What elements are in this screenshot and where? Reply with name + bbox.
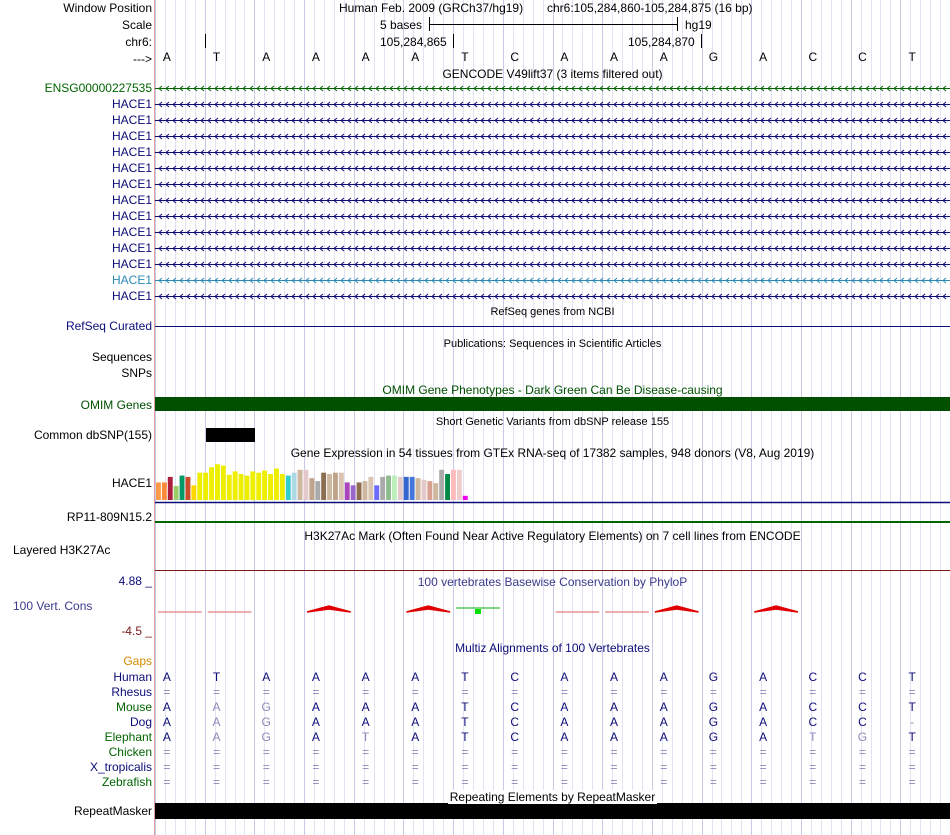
alignment-base: = <box>312 685 320 699</box>
species-label[interactable]: Dog <box>129 715 152 729</box>
window-position-label: Window Position <box>63 1 152 15</box>
gtex-tissue-bar[interactable] <box>433 483 438 500</box>
alignment-base: = <box>262 745 270 759</box>
dbsnp-variant[interactable] <box>206 428 255 442</box>
alignment-base: = <box>163 775 171 789</box>
gtex-tissue-bar[interactable] <box>416 478 421 500</box>
gencode-transcript[interactable] <box>155 150 950 155</box>
gencode-transcript[interactable] <box>155 102 950 107</box>
alignment-base: = <box>213 685 221 699</box>
scale-label: Scale <box>121 18 152 32</box>
gtex-tissue-bar[interactable] <box>174 486 179 500</box>
alignment-base: A <box>361 700 370 714</box>
alignment-base: = <box>511 760 519 774</box>
alignment-base: = <box>312 775 320 789</box>
gtex-tissue-bar[interactable] <box>380 477 385 500</box>
alignment-base: A <box>659 670 668 684</box>
alignment-base: = <box>461 760 469 774</box>
gtex-tissue-bar[interactable] <box>250 471 255 500</box>
gtex-tissue-bar[interactable] <box>256 473 261 500</box>
gtex-tissue-bar[interactable] <box>239 474 244 500</box>
alignment-base: A <box>212 730 221 744</box>
gtex-tissue-bar[interactable] <box>404 477 409 500</box>
base-letter: G <box>708 50 719 64</box>
alignment-base: = <box>709 775 717 789</box>
alignment-base: C <box>510 700 519 714</box>
base-letter: A <box>361 50 370 64</box>
alignment-base: A <box>162 730 171 744</box>
gtex-tissue-bar[interactable] <box>357 482 362 500</box>
gtex-tissue-bar[interactable] <box>262 471 267 500</box>
alignment-base: = <box>163 745 171 759</box>
gtex-tissue-bar[interactable] <box>363 481 368 500</box>
alignment-base: A <box>411 730 420 744</box>
scale-text: 5 bases <box>380 18 423 32</box>
gtex-tissue-bar[interactable] <box>233 471 238 500</box>
alignment-base: A <box>162 700 171 714</box>
alignment-base: = <box>213 745 221 759</box>
alignment-base: A <box>411 670 420 684</box>
gtex-tissue-bar[interactable] <box>333 473 338 500</box>
phylop-peak[interactable] <box>655 606 699 612</box>
gencode-transcript[interactable] <box>155 294 950 299</box>
base-letter: A <box>610 50 619 64</box>
alignment-base: A <box>759 700 768 714</box>
alignment-base: = <box>511 685 519 699</box>
alignment-base: G <box>708 670 719 684</box>
alignment-base: C <box>510 670 519 684</box>
alignment-base: A <box>411 700 420 714</box>
alignment-base: = <box>312 760 320 774</box>
alignment-base: A <box>411 715 420 729</box>
alignment-base: = <box>610 745 618 759</box>
gencode-transcript[interactable] <box>155 118 950 123</box>
alignment-base: G <box>261 715 271 729</box>
gtex-title: Gene Expression in 54 tissues from GTEx RNA-seq of 17382 samples, 948 donors (V8, Aug 2019) <box>290 446 815 460</box>
gtex-tissue-bar[interactable] <box>386 476 391 500</box>
gtex-tissue-bar[interactable] <box>351 485 356 500</box>
alignment-base: A <box>212 700 221 714</box>
base-letter: T <box>908 50 916 64</box>
gtex-tissue-bar[interactable] <box>286 476 291 500</box>
alignment-base: C <box>858 670 867 684</box>
alignment-base: A <box>759 715 768 729</box>
gtex-tissue-bar[interactable] <box>439 470 444 500</box>
alignment-base: C <box>808 700 818 714</box>
alignment-base: = <box>908 775 916 789</box>
alignment-base: = <box>560 685 568 699</box>
alignment-base: = <box>262 775 270 789</box>
gencode-features[interactable] <box>155 80 950 320</box>
species-label[interactable]: X_tropicalis <box>89 760 152 774</box>
base-letter: A <box>411 50 420 64</box>
gtex-tissue-bar[interactable] <box>410 477 415 500</box>
h3k27ac-baseline <box>155 570 950 571</box>
alignment-base: = <box>411 745 419 759</box>
alignment-base: = <box>858 685 866 699</box>
gencode-item-label[interactable]: HACE1 <box>111 257 152 271</box>
repeatmasker-title <box>155 790 950 804</box>
gtex-tissue-bar[interactable] <box>374 485 379 500</box>
alignment-base: C <box>808 715 818 729</box>
gtex-tissue-bar[interactable] <box>327 474 332 500</box>
gtex-tissue-bar[interactable] <box>315 481 320 500</box>
alignment-base: A <box>610 715 619 729</box>
gencode-transcript[interactable] <box>155 246 950 251</box>
alignment-base: A <box>659 700 668 714</box>
alignment-base: A <box>560 715 569 729</box>
alignment-base: = <box>213 760 221 774</box>
alignment-base: T <box>361 730 370 744</box>
alignment-base: T <box>908 670 916 684</box>
alignment-base: = <box>362 760 370 774</box>
alignment-base: A <box>162 715 171 729</box>
alignment-base: A <box>659 730 668 744</box>
alignment-base: = <box>560 745 568 759</box>
alignment-base: - <box>910 715 915 729</box>
species-label[interactable]: Mouse <box>115 700 152 714</box>
alignment-base: = <box>362 685 370 699</box>
alignment-base: = <box>511 745 519 759</box>
species-label[interactable]: Rhesus <box>111 685 152 699</box>
assembly-text: Human Feb. 2009 (GRCh37/hg19) <box>339 1 524 15</box>
gtex-tissue-bar[interactable] <box>298 470 303 500</box>
alignment-base: = <box>759 775 767 789</box>
gencode-item-label[interactable]: HACE1 <box>111 193 152 207</box>
alignment-base: = <box>709 760 717 774</box>
species-label[interactable]: Human <box>113 670 152 684</box>
species-label[interactable]: Zebrafish <box>101 775 152 789</box>
gtex-tissue-bar[interactable] <box>191 485 196 500</box>
snps-label[interactable]: SNPs <box>121 366 152 380</box>
gencode-item-label[interactable]: ENSG00000227535 <box>44 81 152 95</box>
alignment-base: G <box>708 700 719 714</box>
phylop-peak[interactable] <box>307 606 351 612</box>
alignment-base: A <box>759 730 768 744</box>
alignment-base: C <box>858 700 867 714</box>
publications-title: Publications: Sequences in Scientific Articles <box>443 338 662 350</box>
gtex-tissue-bar[interactable] <box>186 477 191 500</box>
alignment-base: A <box>610 730 619 744</box>
base-letter: C <box>510 50 519 64</box>
gtex-bar-chart[interactable] <box>155 450 950 510</box>
gtex-tissue-bar[interactable] <box>427 481 432 500</box>
gtex-tissue-bar[interactable] <box>268 474 273 500</box>
alignment-base: = <box>213 775 221 789</box>
db-text: hg19 <box>685 18 712 32</box>
gtex-tissue-bar[interactable] <box>197 473 202 500</box>
omim-feature[interactable] <box>155 397 950 411</box>
rp11-feature[interactable] <box>155 521 950 523</box>
alignment-base: = <box>809 760 817 774</box>
alignment-base: A <box>162 670 171 684</box>
alignment-base: = <box>759 745 767 759</box>
alignment-base: T <box>461 700 469 714</box>
gencode-transcript[interactable] <box>155 262 950 267</box>
alignment-base: A <box>311 700 320 714</box>
alignment-base: G <box>261 730 271 744</box>
alignment-base: C <box>510 730 519 744</box>
phylop-title: 100 vertebrates Basewise Conservation by PhyloP <box>417 575 688 589</box>
phylop-peak[interactable] <box>406 606 450 612</box>
gtex-tissue-bar[interactable] <box>451 470 456 500</box>
repeatmasker-title-text: Repeating Elements by RepeatMasker <box>449 790 656 804</box>
alignment-base: = <box>362 745 370 759</box>
sequences-label[interactable]: Sequences <box>91 350 152 364</box>
alignment-base: T <box>908 700 916 714</box>
gtex-tissue-bar[interactable] <box>309 478 314 500</box>
alignment-base: = <box>858 745 866 759</box>
track-labels <box>0 0 154 835</box>
gencode-transcript[interactable] <box>155 278 950 283</box>
alignment-base: = <box>660 760 668 774</box>
gtex-tissue-bar[interactable] <box>274 469 279 501</box>
gtex-tissue-bar[interactable] <box>457 470 462 500</box>
alignment-base: T <box>461 670 469 684</box>
gtex-hace1-label[interactable]: HACE1 <box>111 476 152 490</box>
gencode-item-label[interactable]: HACE1 <box>111 273 152 287</box>
gencode-title: GENCODE V49lift37 (3 items filtered out) <box>442 67 663 81</box>
alignment-base: T <box>461 730 469 744</box>
gencode-transcript[interactable] <box>155 198 950 203</box>
gtex-tissue-bar[interactable] <box>227 475 232 500</box>
alignment-base: = <box>362 775 370 789</box>
alignment-base: C <box>858 715 867 729</box>
position-text: chr6:105,284,860-105,284,875 (16 bp) <box>547 1 753 15</box>
strand-label: ---> <box>133 52 152 66</box>
alignment-base: = <box>511 775 519 789</box>
gtex-tissue-bar[interactable] <box>162 482 167 500</box>
alignment-base: = <box>809 775 817 789</box>
alignment-base: = <box>262 685 270 699</box>
alignment-base: = <box>709 685 717 699</box>
alignment-base: A <box>610 670 619 684</box>
alignment-base: = <box>411 760 419 774</box>
alignment-base: = <box>908 745 916 759</box>
gtex-tissue-bar[interactable] <box>209 467 214 500</box>
alignment-base: = <box>610 685 618 699</box>
alignment-base: = <box>560 775 568 789</box>
alignment-base: = <box>858 775 866 789</box>
gencode-item-label[interactable]: HACE1 <box>111 177 152 191</box>
gtex-tissue-bar[interactable] <box>203 473 208 500</box>
gtex-tissue-bar[interactable] <box>280 474 285 500</box>
gtex-tissue-bar[interactable] <box>463 496 468 500</box>
chrom-label: chr6: <box>125 35 152 49</box>
alignment-base: = <box>312 745 320 759</box>
refseq-feature[interactable] <box>155 326 950 327</box>
gencode-transcript[interactable] <box>155 230 950 235</box>
alignment-base: = <box>610 760 618 774</box>
alignment-base: A <box>361 715 370 729</box>
base-letter: A <box>162 50 171 64</box>
gtex-tissue-bar[interactable] <box>422 480 427 500</box>
gencode-item-label[interactable]: HACE1 <box>111 97 152 111</box>
gencode-transcript[interactable] <box>155 134 950 139</box>
alignment-base: G <box>857 730 868 744</box>
gencode-transcript[interactable] <box>155 86 950 91</box>
species-label[interactable]: Elephant <box>104 730 152 744</box>
phylop-marker[interactable] <box>475 609 481 614</box>
alignment-base: = <box>461 775 469 789</box>
alignment-base: = <box>809 685 817 699</box>
ruler-tick <box>205 34 206 48</box>
alignment-base: = <box>560 760 568 774</box>
refseq-title: RefSeq genes from NCBI <box>490 306 615 318</box>
alignment-base: A <box>262 670 271 684</box>
repeatmasker-label[interactable]: RepeatMasker <box>73 804 152 818</box>
gtex-tissue-bar[interactable] <box>398 477 403 500</box>
h3k27ac-title: H3K27Ac Mark (Often Found Near Active Regulatory Elements) on 7 cell lines from ENCODE <box>304 529 801 543</box>
alignment-base: = <box>660 745 668 759</box>
gencode-item-label[interactable]: HACE1 <box>111 161 152 175</box>
alignment-base: = <box>163 760 171 774</box>
base-letter: A <box>262 50 271 64</box>
alignment-base: T <box>809 730 817 744</box>
gencode-item-label[interactable]: HACE1 <box>111 289 152 303</box>
alignment-base: = <box>908 760 916 774</box>
alignment-base: G <box>708 730 719 744</box>
alignment-base: = <box>411 685 419 699</box>
rp11-label[interactable]: RP11-809N15.2 <box>66 510 152 524</box>
alignment-base: C <box>510 715 519 729</box>
gtex-tissue-bar[interactable] <box>445 474 450 500</box>
gencode-transcript[interactable] <box>155 166 950 171</box>
gencode-item-label[interactable]: HACE1 <box>111 225 152 239</box>
multiz-title: Multiz Alignments of 100 Vertebrates <box>455 641 650 655</box>
alignment-base: = <box>461 685 469 699</box>
alignment-base: A <box>759 670 768 684</box>
phylop-max-label: 4.88 _ <box>118 574 152 588</box>
alignment-base: A <box>311 730 320 744</box>
gtex-tissue-bar[interactable] <box>304 470 309 500</box>
base-letter: T <box>461 50 469 64</box>
alignment-base: A <box>659 715 668 729</box>
alignment-base: C <box>808 670 818 684</box>
gencode-transcript[interactable] <box>155 182 950 187</box>
refseq-curated-label[interactable]: RefSeq Curated <box>65 319 152 333</box>
alignment-base: T <box>908 730 916 744</box>
gencode-item-label[interactable]: HACE1 <box>111 209 152 223</box>
alignment-base: = <box>411 775 419 789</box>
gencode-item-label[interactable]: HACE1 <box>111 241 152 255</box>
coord-1: 105,284,865 <box>380 35 447 49</box>
gtex-tissue-bar[interactable] <box>221 466 226 500</box>
phylop-min-label: -4.5 _ <box>121 624 152 638</box>
alignment-base: = <box>809 745 817 759</box>
gtex-tissue-bar[interactable] <box>215 464 220 500</box>
alignment-base: = <box>858 760 866 774</box>
gencode-item-label[interactable]: HACE1 <box>111 129 152 143</box>
coord-2: 105,284,870 <box>628 35 695 49</box>
omim-genes-label[interactable]: OMIM Genes <box>80 398 152 412</box>
alignment-base: = <box>759 685 767 699</box>
gtex-tissue-bar[interactable] <box>168 477 173 500</box>
base-letter: A <box>560 50 569 64</box>
gtex-tissue-bar[interactable] <box>180 476 185 500</box>
alignment-base: = <box>908 685 916 699</box>
gaps-label: Gaps <box>123 654 152 668</box>
base-letter: A <box>659 50 668 64</box>
species-label[interactable]: Chicken <box>108 745 152 759</box>
phylop-peak[interactable] <box>754 606 798 612</box>
alignment-base: = <box>262 760 270 774</box>
alignment-base: T <box>212 670 221 684</box>
alignment-base: A <box>361 670 370 684</box>
alignment-base: = <box>461 745 469 759</box>
alignment-base: A <box>610 700 619 714</box>
alignment-base: = <box>610 775 618 789</box>
ruler-tick <box>701 34 702 48</box>
base-letter: A <box>311 50 320 64</box>
gencode-transcript[interactable] <box>155 214 950 219</box>
scale-bar <box>429 17 678 31</box>
alignment-base: A <box>311 715 320 729</box>
alignment-base: A <box>560 700 569 714</box>
base-letter: A <box>759 50 768 64</box>
alignment-base: T <box>461 715 469 729</box>
base-letter: C <box>808 50 818 64</box>
gtex-tissue-bar[interactable] <box>321 473 326 500</box>
common-dbsnp-label[interactable]: Common dbSNP(155) <box>33 428 152 442</box>
gtex-tissue-bar[interactable] <box>156 482 161 500</box>
base-letter: C <box>858 50 867 64</box>
gtex-tissue-bar[interactable] <box>245 476 250 500</box>
alignment-base: G <box>708 715 719 729</box>
layered-h3k27ac-label[interactable]: Layered H3K27Ac <box>13 543 111 557</box>
alignment-base: = <box>660 775 668 789</box>
alignment-base: A <box>212 715 221 729</box>
alignment-base: G <box>261 700 271 714</box>
track-area[interactable] <box>155 0 950 835</box>
alignment-base: = <box>660 685 668 699</box>
gencode-item-label[interactable]: HACE1 <box>111 145 152 159</box>
gtex-tissue-bar[interactable] <box>292 473 297 500</box>
alignment-base: = <box>163 685 171 699</box>
ruler-tick <box>453 34 454 48</box>
alignment-base: A <box>311 670 320 684</box>
alignment-base: A <box>560 730 569 744</box>
gtex-tissue-bar[interactable] <box>345 482 350 500</box>
alignment-base: A <box>560 670 569 684</box>
dbsnp-title: Short Genetic Variants from dbSNP release 155 <box>435 416 670 428</box>
gencode-item-label[interactable]: HACE1 <box>111 113 152 127</box>
alignment-base: = <box>759 760 767 774</box>
base-letter: T <box>212 50 221 64</box>
repeatmasker-feature[interactable] <box>155 803 950 819</box>
gtex-tissue-bar[interactable] <box>368 477 373 500</box>
omim-title: OMIM Gene Phenotypes - Dark Green Can Be Disease-causing <box>382 383 723 397</box>
alignment-base: = <box>709 745 717 759</box>
gtex-tissue-bar[interactable] <box>339 473 344 500</box>
gtex-tissue-bar[interactable] <box>392 476 397 500</box>
phylop-track-label[interactable]: 100 Vert. Cons <box>13 599 93 613</box>
